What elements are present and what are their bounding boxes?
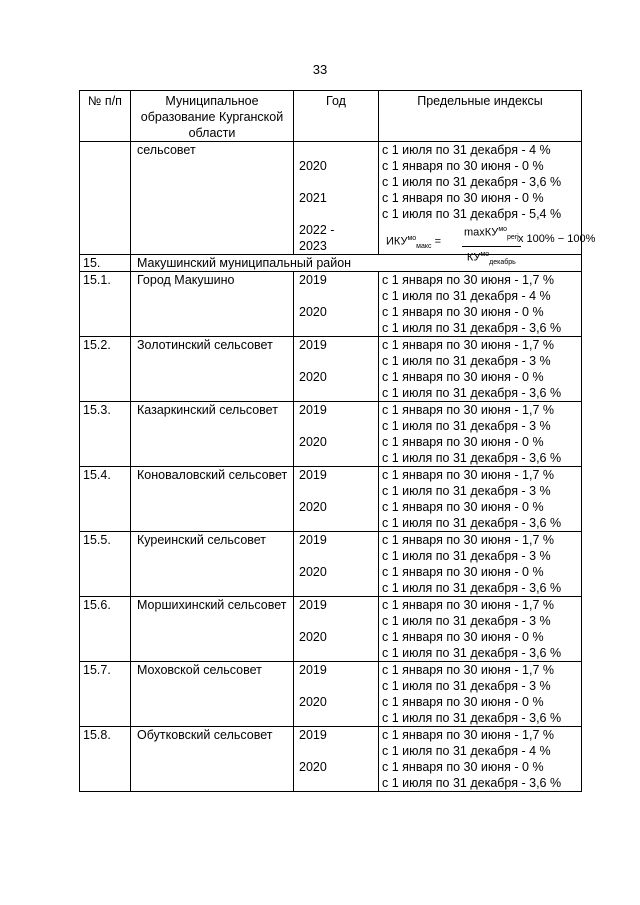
index-line: с 1 января по 30 июня - 1,7 % — [382, 338, 554, 352]
row-indices — [379, 597, 582, 662]
row-year-spacer — [299, 288, 375, 304]
row-year-first: 2019 — [299, 533, 327, 547]
index-line: с 1 января по 30 июня - 1,7 % — [382, 663, 554, 677]
index-line: с 1 января по 30 июня - 0 % — [382, 305, 544, 319]
index-line: с 1 июля по 31 декабря - 3,6 % — [382, 711, 562, 725]
row-year-first: 2019 — [299, 663, 327, 677]
header-year: Год — [294, 91, 379, 142]
continuation-years — [294, 142, 379, 255]
continuation-year-2020: 2020 — [299, 159, 327, 173]
header-indices: Предельные индексы — [379, 91, 582, 142]
index-line: с 1 июля по 31 декабря - 4 % — [382, 744, 551, 758]
row-year-spacer — [299, 613, 375, 629]
table-header-row — [80, 91, 582, 142]
row-year-second: 2020 — [299, 305, 327, 319]
index-line: с 1 июля по 31 декабря - 3,6 % — [382, 516, 562, 530]
continuation-year-blank — [299, 206, 375, 222]
index-line: с 1 января по 30 июня - 1,7 % — [382, 468, 554, 482]
row-years — [294, 532, 379, 597]
row-year-first: 2019 — [299, 728, 327, 742]
index-line: с 1 января по 30 июня - 0 % — [382, 760, 544, 774]
index-line: с 1 января по 30 июня - 1,7 % — [382, 403, 554, 417]
row-municipality: Моховской сельсовет — [131, 662, 294, 727]
row-year-first: 2019 — [299, 338, 327, 352]
index-line: с 1 января по 30 июня - 0 % — [382, 159, 544, 173]
row-year-spacer — [299, 353, 375, 369]
formula-rhs: x 100% − 100% — [518, 233, 596, 245]
formula-numerator: maxКУ$^{мо}_{perj}$ — [462, 222, 521, 247]
header-municipality: Муниципальное образование Курганской области — [131, 91, 294, 142]
table-row — [80, 662, 582, 727]
row-year-spacer — [299, 678, 375, 694]
row-year-first: 2019 — [299, 273, 327, 287]
index-line: с 1 июля по 31 декабря - 4 % — [382, 289, 551, 303]
row-year-first: 2019 — [299, 468, 327, 482]
index-line: с 1 января по 30 июня - 0 % — [382, 630, 544, 644]
row-indices — [379, 467, 582, 532]
index-line: с 1 июля по 31 декабря - 3 % — [382, 354, 551, 368]
page-number: 33 — [312, 62, 328, 77]
index-line: с 1 января по 30 июня - 0 % — [382, 370, 544, 384]
row-indices — [379, 662, 582, 727]
row-year-first: 2019 — [299, 403, 327, 417]
row-years — [294, 337, 379, 402]
row-year-spacer — [299, 483, 375, 499]
indices-table — [79, 90, 596, 792]
row-year-second: 2020 — [299, 435, 327, 449]
row-municipality: Коноваловский сельсовет — [131, 467, 294, 532]
table-row — [80, 727, 582, 792]
row-num: 15.1. — [80, 272, 131, 337]
index-line: с 1 июля по 31 декабря - 3,6 % — [382, 776, 562, 790]
district-num: 15. — [80, 255, 131, 272]
row-indices — [379, 337, 582, 402]
continuation-row — [80, 142, 582, 255]
row-num: 15.2. — [80, 337, 131, 402]
row-years — [294, 662, 379, 727]
continuation-num — [80, 142, 131, 255]
continuation-municipality: сельсовет — [131, 142, 294, 255]
index-line: с 1 января по 30 июня - 1,7 % — [382, 728, 554, 742]
index-line: с 1 января по 30 июня - 0 % — [382, 435, 544, 449]
row-municipality: Город Макушино — [131, 272, 294, 337]
continuation-year-blank — [299, 142, 375, 158]
row-indices — [379, 402, 582, 467]
row-year-second: 2020 — [299, 370, 327, 384]
row-year-spacer — [299, 743, 375, 759]
formula-fraction — [462, 222, 521, 271]
row-years — [294, 597, 379, 662]
index-line: с 1 июля по 31 декабря - 3,6 % — [382, 386, 562, 400]
table-row — [80, 402, 582, 467]
index-line: с 1 января по 30 июня - 0 % — [382, 565, 544, 579]
row-year-second: 2020 — [299, 760, 327, 774]
continuation-year-2021: 2021 — [299, 191, 327, 205]
index-line: с 1 июля по 31 декабря - 3,6 % — [382, 646, 562, 660]
index-line: с 1 июля по 31 декабря - 3,6 % — [382, 581, 562, 595]
table-row — [80, 337, 582, 402]
index-line: с 1 июля по 31 декабря - 4 % — [382, 143, 551, 157]
index-line: с 1 января по 30 июня - 1,7 % — [382, 273, 554, 287]
index-line: с 1 июля по 31 декабря - 3 % — [382, 549, 551, 563]
index-line: с 1 июля по 31 декабря - 5,4 % — [382, 207, 562, 221]
row-year-spacer — [299, 418, 375, 434]
index-line: с 1 июля по 31 декабря - 3,6 % — [382, 175, 562, 189]
row-years — [294, 467, 379, 532]
row-years — [294, 727, 379, 792]
index-line: с 1 января по 30 июня - 0 % — [382, 695, 544, 709]
row-year-second: 2020 — [299, 500, 327, 514]
row-municipality: Казаркинский сельсовет — [131, 402, 294, 467]
index-line: с 1 июля по 31 декабря - 3,6 % — [382, 321, 562, 335]
row-num: 15.5. — [80, 532, 131, 597]
table-row — [80, 532, 582, 597]
index-line: с 1 июля по 31 декабря - 3 % — [382, 484, 551, 498]
table-row — [80, 467, 582, 532]
index-line: с 1 июля по 31 декабря - 3 % — [382, 679, 551, 693]
row-num: 15.7. — [80, 662, 131, 727]
row-year-second: 2020 — [299, 695, 327, 709]
row-municipality: Куреинский сельсовет — [131, 532, 294, 597]
header-num: № п/п — [80, 91, 131, 142]
row-indices — [379, 532, 582, 597]
table-row — [80, 272, 582, 337]
row-num: 15.3. — [80, 402, 131, 467]
formula-denominator: $КУ^{мо}_{декабрь}$ — [466, 250, 516, 266]
row-municipality: Обутковский сельсовет — [131, 727, 294, 792]
row-year-second: 2020 — [299, 565, 327, 579]
index-line: с 1 января по 30 июня - 0 % — [382, 191, 544, 205]
row-num: 15.6. — [80, 597, 131, 662]
index-line: с 1 июля по 31 декабря - 3 % — [382, 419, 551, 433]
row-num: 15.8. — [80, 727, 131, 792]
row-indices — [379, 727, 582, 792]
table-row — [80, 597, 582, 662]
row-years — [294, 402, 379, 467]
row-year-second: 2020 — [299, 630, 327, 644]
row-municipality: Моршихинский сельсовет — [131, 597, 294, 662]
district-name: Макушинский муниципальный район — [131, 255, 582, 272]
index-line: с 1 июля по 31 декабря - 3,6 % — [382, 451, 562, 465]
index-line: с 1 июля по 31 декабря - 3 % — [382, 614, 551, 628]
continuation-year-blank — [299, 174, 375, 190]
formula-lhs: $ИКУ^{мо}_{макс}$ = — [386, 235, 442, 250]
row-indices — [379, 272, 582, 337]
continuation-year-2022-2023: 2022 - 2023 — [299, 223, 335, 253]
row-municipality: Золотинский сельсовет — [131, 337, 294, 402]
row-year-spacer — [299, 548, 375, 564]
index-line: с 1 января по 30 июня - 1,7 % — [382, 533, 554, 547]
continuation-indices — [379, 142, 596, 266]
row-years — [294, 272, 379, 337]
index-line: с 1 января по 30 июня - 0 % — [382, 500, 544, 514]
row-year-first: 2019 — [299, 598, 327, 612]
index-line: с 1 января по 30 июня - 1,7 % — [382, 598, 554, 612]
row-num: 15.4. — [80, 467, 131, 532]
iku-formula — [382, 222, 596, 266]
